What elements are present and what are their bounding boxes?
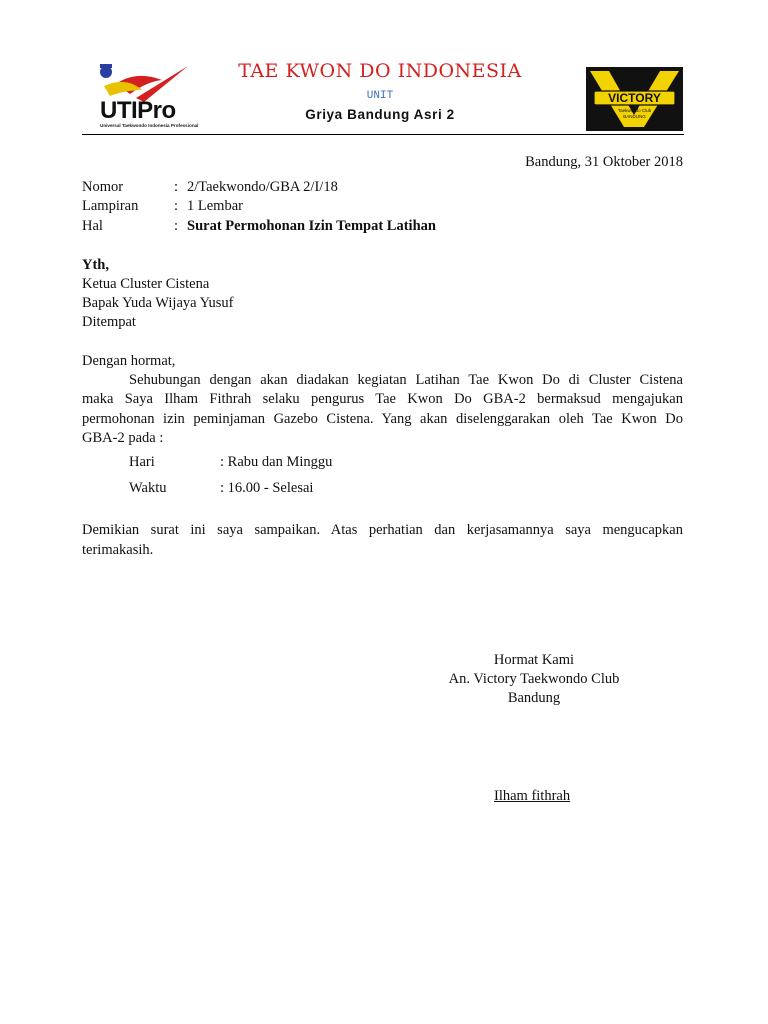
header-divider xyxy=(82,134,684,135)
meta-value-nomor: 2/Taekwondo/GBA 2/I/18 xyxy=(187,179,338,195)
meta-label-hal: Hal xyxy=(82,218,103,234)
meta-sep: : xyxy=(174,179,179,195)
victory-logo-subtitle: Taekwondo Club xyxy=(617,108,652,113)
closing-line: terimakasih. xyxy=(82,542,154,558)
utipro-tagline: Universal Taekwondo Indonesia Professional xyxy=(100,123,199,128)
addressee-line: Ketua Cluster Cistena xyxy=(82,276,210,292)
schedule-label-hari: Hari xyxy=(129,454,155,470)
schedule-label-waktu: Waktu xyxy=(129,480,167,496)
addressee-line: Ditempat xyxy=(82,314,136,330)
closing-line: Demikian surat ini saya sampaikan. Atas perhatian dan kerjasamannya saya mengucapkan xyxy=(82,522,683,538)
meta-sep: : xyxy=(174,198,179,214)
greeting: Dengan hormat, xyxy=(82,353,176,369)
letter-date: Bandung, 31 Oktober 2018 xyxy=(525,154,683,170)
body-line: permohonan izin peminjaman Gazebo Cistena. Yang akan diselenggarakan oleh Tae Kwon Do xyxy=(82,411,683,427)
body-line: Sehubungan dengan akan diadakan kegiatan Latihan Tae Kwon Do di Cluster Cistena xyxy=(129,372,683,388)
branch-name: Griya Bandung Asri 2 xyxy=(305,107,455,122)
signer-name: Ilham fithrah xyxy=(494,788,571,804)
utipro-logo-text: UTIPro xyxy=(100,97,176,124)
organization-title: TAE KWON DO INDONESIA xyxy=(238,60,522,82)
meta-sep: : xyxy=(174,218,179,234)
victory-logo-city: BANDUNG xyxy=(623,114,646,119)
signoff-line: Bandung xyxy=(507,690,561,706)
signoff-line: Hormat Kami xyxy=(493,652,575,668)
meta-label-nomor: Nomor xyxy=(82,179,124,195)
signoff-line: An. Victory Taekwondo Club xyxy=(448,671,620,687)
body-line: maka Saya Ilham Fithrah selaku pengurus Tae Kwon Do GBA-2 bermaksud mengajukan xyxy=(82,391,683,407)
meta-value-hal: Surat Permohonan Izin Tempat Latihan xyxy=(187,218,436,234)
unit-label: UNIT xyxy=(366,90,394,102)
meta-label-lampiran: Lampiran xyxy=(82,198,139,214)
schedule-value-waktu: : 16.00 - Selesai xyxy=(220,480,314,496)
meta-value-lampiran: 1 Lembar xyxy=(187,198,243,214)
schedule-value-hari: : Rabu dan Minggu xyxy=(220,454,333,470)
victory-logo-icon xyxy=(586,67,683,131)
salutation: Yth, xyxy=(82,257,109,273)
addressee-line: Bapak Yuda Wijaya Yusuf xyxy=(82,295,234,311)
victory-logo-text: VICTORY xyxy=(608,91,661,105)
body-line: GBA-2 pada : xyxy=(82,430,164,446)
